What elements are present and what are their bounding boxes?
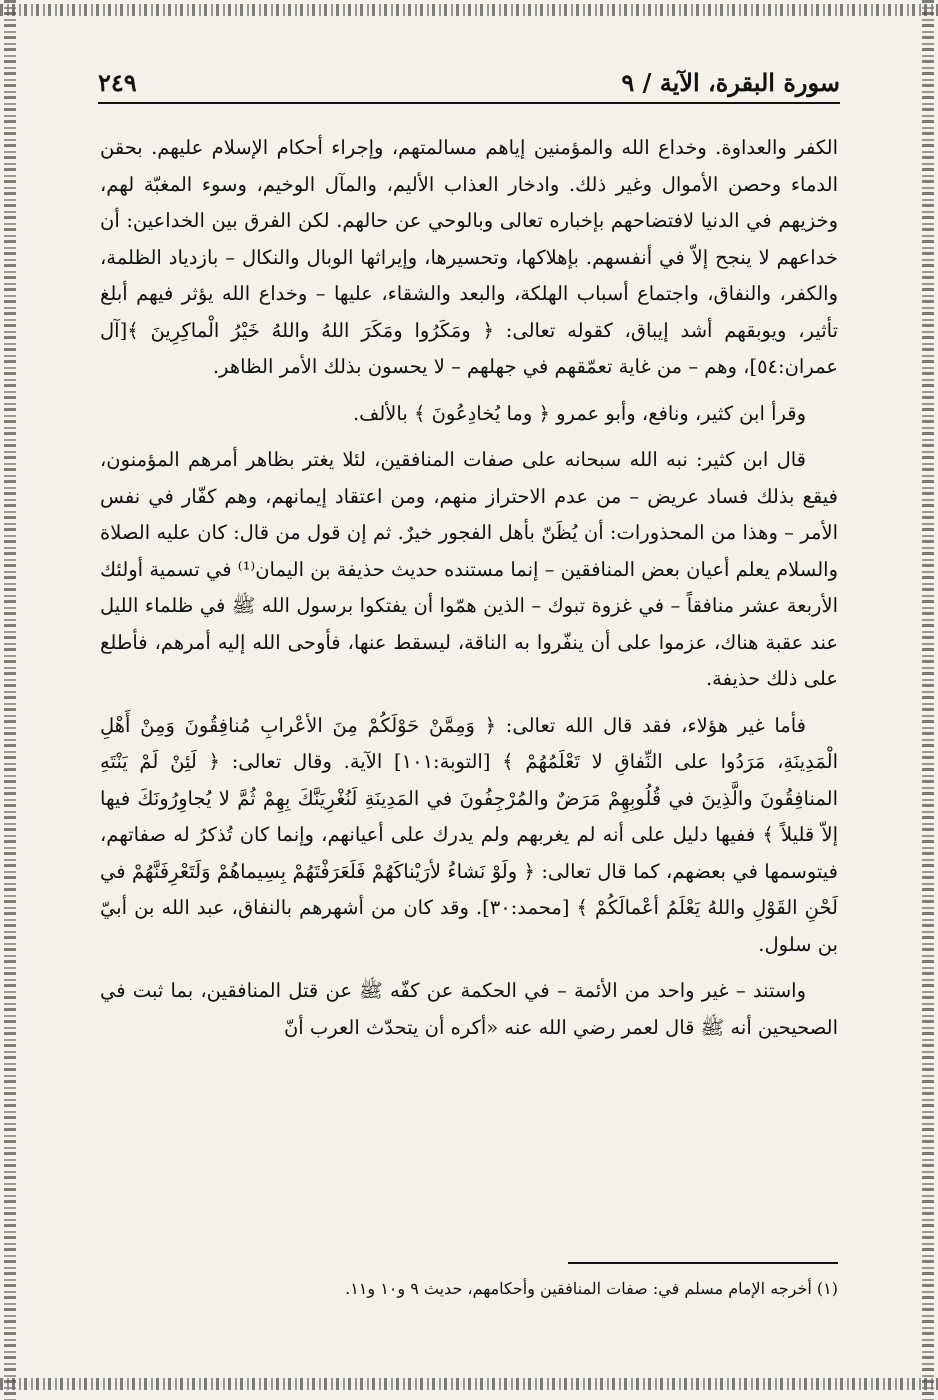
decorative-border-right: [922, 0, 934, 1400]
paragraph: الكفر والعداوة. وخداع الله والمؤمنين إياهم مسالمتهم، وإجراء أحكام الإسلام عليهم. بحقن الدماء وحصن الأموال وغير ذلك. وادخار العذاب الأليم، والمآل الوخيم، وسوء المغبّة لهم، وخزيهم في الدنيا لافتضاحهم بإخباره تعالى وبالوحي عن حالهم. لكن الفرق بين الخداعين: أن خداعهم لا ينجح إلاّ في أنفسهم. بإهلاكها، وتحسيرها، وإيراثها الوبال والنكال – بازدياد الظلمة، والكفر، والنفاق، واجتماع أسباب الهلكة، والبعد والشقاء، عليها – وخداع الله يؤثر فيهم أبلغ تأثير، ويوبقهم أشد إيباق، كقوله تعالى: ﴿ ومَكَرُوا ومَكَرَ اللهُ واللهُ خَيْرُ الْماكِرِينَ ﴾[آل عمران:٥٤]، وهم – من غاية تعمّقهم في جهلهم – لا يحسون بذلك الأمر الظاهر.: [100, 136, 838, 378]
decorative-border-left: [4, 0, 16, 1400]
paragraph: فأما غير هؤلاء، فقد قال الله تعالى: ﴿ وَمِمَّنْ حَوْلَكُمْ مِنَ الأعْرابِ مُنافِقُونَ وَمِنْ أَهْلِ الْمَدِينَةِ، مَرَدُوا على النِّفاقِ لا تَعْلَمُهُمْ ﴾ [التوبة:١٠١] الآية. وقال تعالى: ﴿ لَئِنْ لَمْ يَنْتَهِ المنافِقُونَ والَّذِينَ في قُلُوبِهِمْ مَرَضٌ والمُرْجِفُونَ في المَدِينَةِ لَنُغْرِيَنَّكَ بِهِمْ ثُمَّ لا يُجاوِرُونَكَ فيها إلاّ قليلاً ﴾ ففيها دليل على أنه لم يغربهم ولم يدرك على أعيانهم، وإنما كان تُذكرُ له صفاتهم، فيتوسمها في بعضهم، كما قال تعالى: ﴿ ولَوْ نَشاءُ لأرَيْناكَهُمْ فَلَعَرَفْتَهُمْ بِسِيماهُمْ وَلَتَعْرِفَنَّهُمْ في لَحْنِ القَوْلِ واللهُ يَعْلَمُ أعْمالَكُمْ ﴾ [محمد:٣٠]. وقد كان من أشهرهم بالنفاق، عبد الله بن أبيّ بن سلول.: [100, 713, 839, 956]
surah-title: سورة البقرة، الآية / ٩: [621, 67, 840, 97]
running-header: [98, 62, 840, 104]
footnote: (١) أخرجه الإمام مسلم في: صفات المنافقين وأحكامهم، حديث ٩ و١٠ و١١.: [345, 1279, 838, 1298]
body-text: [100, 130, 838, 1056]
page-number: ٢٤٩: [98, 67, 137, 97]
paragraph: وقرأ ابن كثير، ونافع، وأبو عمرو ﴿ وما يُخادِعُونَ ﴾ بالألف.: [352, 401, 806, 425]
paragraph: قال ابن كثير: نبه الله سبحانه على صفات المنافقين، لئلا يغتر بظاهر أمرهم المؤمنون، فيقع بذلك فساد عريض – من عدم الاحتراز منهم، ومن اعتقاد إيمانهم، وهم كفّار في نفس الأمر – وهذا من المحذورات: أن يُظَنّ بأهل الفجور خيرٌ. ثم إن قول من قال: كان عليه الصلاة والسلام يعلم أعيان بعض المنافقين – إنما مستنده حديث حذيفة بن اليمان⁽¹⁾ في تسمية أولئك الأربعة عشر منافقاً – في غزوة تبوك – الذين همّوا أن يفتكوا برسول الله ﷺ في ظلماء الليل عند عقبة هناك، عزموا على أن ينفّروا به الناقة، ليسقط عنها، فأوحى الله إليه أمرهم، فأطلع على ذلك حذيفة.: [100, 448, 838, 690]
paragraph: واستند – غير واحد من الأئمة – في الحكمة عن كفّه ﷺ عن قتل المنافقين، بما ثبت في الصحيحين أنه ﷺ قال لعمر رضي الله عنه «أكره أن يتحدّث العرب أنّ: [100, 979, 838, 1039]
decorative-border-top: [0, 4, 938, 16]
decorative-border-bottom: [0, 1378, 938, 1390]
footnote-separator: [568, 1262, 838, 1264]
